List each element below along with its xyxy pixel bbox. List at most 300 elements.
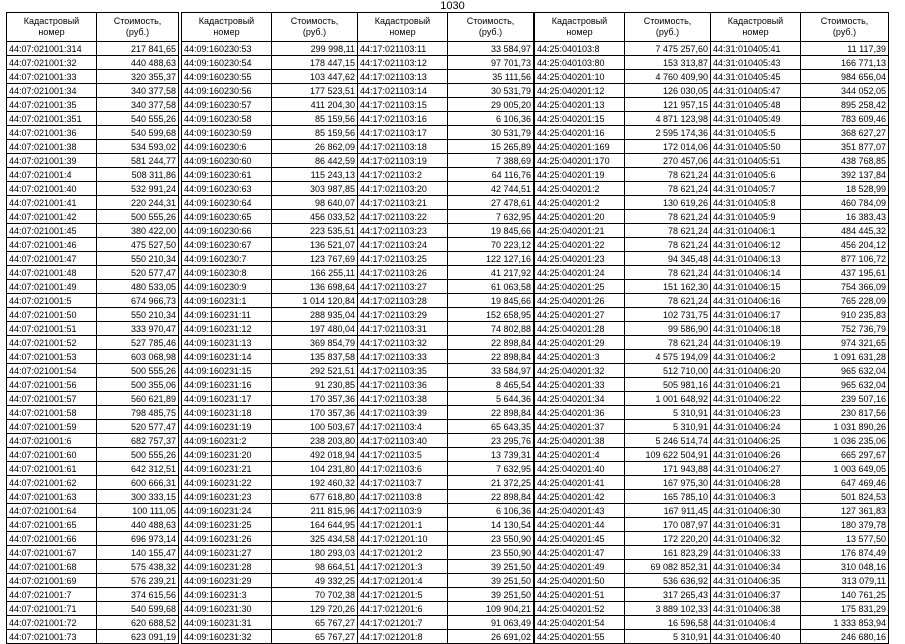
table-row bbox=[7, 84, 179, 98]
cadastral-number-cell: 44:31:010406:25 bbox=[711, 434, 801, 448]
cost-cell: 97 701,73 bbox=[448, 56, 534, 70]
cadastral-number-cell: 44:09:160231:12 bbox=[182, 322, 272, 336]
cadastral-number-cell: 44:25:040201:2 bbox=[535, 182, 625, 196]
cost-cell: 172 220,20 bbox=[625, 532, 711, 546]
cadastral-number-cell: 44:31:010406:31 bbox=[711, 518, 801, 532]
cadastral-table-2 bbox=[181, 12, 358, 644]
table-row bbox=[711, 210, 889, 224]
cost-cell: 4 760 409,90 bbox=[625, 70, 711, 84]
cost-cell: 230 817,56 bbox=[801, 406, 889, 420]
cost-cell: 78 621,24 bbox=[625, 336, 711, 350]
table-row bbox=[182, 434, 358, 448]
cost-cell: 965 632,04 bbox=[801, 378, 889, 392]
cost-cell: 166 255,11 bbox=[272, 266, 358, 280]
cadastral-number-cell: 44:17:021201:1 bbox=[358, 518, 448, 532]
cost-cell: 39 251,50 bbox=[448, 574, 534, 588]
cadastral-number-cell: 44:07:021001:52 bbox=[7, 336, 97, 350]
cadastral-number-cell: 44:31:010406:1 bbox=[711, 224, 801, 238]
cadastral-number-cell: 44:17:021103:28 bbox=[358, 294, 448, 308]
cost-cell: 1 001 648,92 bbox=[625, 392, 711, 406]
cadastral-number-cell: 44:31:010405:50 bbox=[711, 140, 801, 154]
cadastral-number-cell: 44:31:010406:26 bbox=[711, 448, 801, 462]
cost-cell: 172 014,06 bbox=[625, 140, 711, 154]
cadastral-number-cell: 44:09:160230:58 bbox=[182, 112, 272, 126]
cost-cell: 140 155,47 bbox=[97, 546, 179, 560]
cost-cell: 7 632,95 bbox=[448, 210, 534, 224]
header-line: (руб.) bbox=[302, 27, 327, 37]
cadastral-number-cell: 44:25:040201:21 bbox=[535, 224, 625, 238]
table-row bbox=[535, 434, 711, 448]
cost-cell: 91 230,85 bbox=[272, 378, 358, 392]
cost-cell: 129 720,26 bbox=[272, 602, 358, 616]
table-row bbox=[182, 182, 358, 196]
cadastral-number-cell: 44:07:021001:64 bbox=[7, 504, 97, 518]
cost-cell: 500 555,26 bbox=[97, 364, 179, 378]
cost-cell: 620 688,52 bbox=[97, 616, 179, 630]
table-row bbox=[7, 294, 179, 308]
cost-cell: 211 815,96 bbox=[272, 504, 358, 518]
cadastral-number-cell: 44:17:021103:9 bbox=[358, 504, 448, 518]
table-row bbox=[711, 350, 889, 364]
cadastral-number-cell: 44:09:160231:26 bbox=[182, 532, 272, 546]
cadastral-number-cell: 44:07:021001:66 bbox=[7, 532, 97, 546]
cadastral-number-cell: 44:25:040201:55 bbox=[535, 630, 625, 644]
cost-cell: 175 831,29 bbox=[801, 602, 889, 616]
table-row bbox=[535, 602, 711, 616]
cost-cell: 2 595 174,36 bbox=[625, 126, 711, 140]
table-row bbox=[711, 294, 889, 308]
cost-cell: 532 991,24 bbox=[97, 182, 179, 196]
cost-cell: 344 052,05 bbox=[801, 84, 889, 98]
table-row bbox=[711, 266, 889, 280]
table-row bbox=[711, 518, 889, 532]
table-row bbox=[535, 518, 711, 532]
cadastral-number-cell: 44:07:021001:57 bbox=[7, 392, 97, 406]
cadastral-number-cell: 44:31:010406:32 bbox=[711, 532, 801, 546]
table-row bbox=[7, 154, 179, 168]
cadastral-number-cell: 44:09:160230:57 bbox=[182, 98, 272, 112]
header-line: Стоимость, bbox=[643, 16, 692, 26]
cadastral-number-cell: 44:31:010406:17 bbox=[711, 308, 801, 322]
cadastral-number-cell: 44:09:160230:66 bbox=[182, 224, 272, 238]
cost-cell: 21 372,25 bbox=[448, 476, 534, 490]
cadastral-number-cell: 44:17:021103:29 bbox=[358, 308, 448, 322]
cadastral-number-cell: 44:17:021103:13 bbox=[358, 70, 448, 84]
table-row bbox=[711, 98, 889, 112]
cost-cell: 167 911,45 bbox=[625, 504, 711, 518]
cost-cell: 39 251,50 bbox=[448, 560, 534, 574]
cadastral-number-cell: 44:07:021001:69 bbox=[7, 574, 97, 588]
table-row bbox=[535, 448, 711, 462]
table-row bbox=[7, 392, 179, 406]
table-row bbox=[7, 518, 179, 532]
table-row bbox=[535, 588, 711, 602]
cadastral-number-cell: 44:07:021001:4 bbox=[7, 168, 97, 182]
cadastral-number-cell: 44:07:021001:67 bbox=[7, 546, 97, 560]
cadastral-number-cell: 44:17:021201:5 bbox=[358, 588, 448, 602]
table-row bbox=[358, 434, 534, 448]
cost-cell: 42 744,51 bbox=[448, 182, 534, 196]
table-row bbox=[182, 322, 358, 336]
cadastral-number-cell: 44:17:021201:6 bbox=[358, 602, 448, 616]
table-row bbox=[358, 574, 534, 588]
table-row bbox=[358, 196, 534, 210]
table-row bbox=[358, 406, 534, 420]
cadastral-number-cell: 44:25:040201:34 bbox=[535, 392, 625, 406]
cost-cell: 5 310,91 bbox=[625, 420, 711, 434]
cost-cell: 239 507,16 bbox=[801, 392, 889, 406]
cost-cell: 369 854,79 bbox=[272, 336, 358, 350]
header-line: номер bbox=[38, 27, 65, 37]
cadastral-number-cell: 44:25:040201:38 bbox=[535, 434, 625, 448]
cadastral-number-cell: 44:17:021103:27 bbox=[358, 280, 448, 294]
table-row bbox=[711, 112, 889, 126]
table-row bbox=[182, 98, 358, 112]
table-row bbox=[358, 140, 534, 154]
table-row bbox=[358, 392, 534, 406]
cost-cell: 14 130,54 bbox=[448, 518, 534, 532]
table-row bbox=[182, 112, 358, 126]
table-row bbox=[535, 56, 711, 70]
cadastral-number-cell: 44:07:021001:34 bbox=[7, 84, 97, 98]
cadastral-number-cell: 44:17:021103:20 bbox=[358, 182, 448, 196]
cadastral-number-cell: 44:25:040103:80 bbox=[535, 56, 625, 70]
table-row bbox=[358, 238, 534, 252]
cadastral-number-cell: 44:17:021103:2 bbox=[358, 168, 448, 182]
table-row bbox=[711, 168, 889, 182]
header-cost bbox=[448, 13, 534, 42]
table-row bbox=[358, 532, 534, 546]
cost-cell: 64 116,76 bbox=[448, 168, 534, 182]
cadastral-number-cell: 44:17:021103:12 bbox=[358, 56, 448, 70]
cost-cell: 78 621,24 bbox=[625, 224, 711, 238]
table-row bbox=[7, 224, 179, 238]
cadastral-number-cell: 44:31:010405:45 bbox=[711, 70, 801, 84]
table-row bbox=[7, 126, 179, 140]
table-row bbox=[358, 378, 534, 392]
table-row bbox=[711, 336, 889, 350]
cadastral-number-cell: 44:17:021103:23 bbox=[358, 224, 448, 238]
cadastral-table-1 bbox=[6, 12, 179, 644]
table-row bbox=[711, 238, 889, 252]
cadastral-number-cell: 44:09:160231:18 bbox=[182, 406, 272, 420]
cost-cell: 74 802,88 bbox=[448, 322, 534, 336]
cadastral-number-cell: 44:25:040201:52 bbox=[535, 602, 625, 616]
table-row bbox=[711, 490, 889, 504]
cost-cell: 65 767,27 bbox=[272, 630, 358, 644]
cost-cell: 166 771,13 bbox=[801, 56, 889, 70]
cadastral-number-cell: 44:09:160230:64 bbox=[182, 196, 272, 210]
table-row bbox=[535, 126, 711, 140]
header-line: (руб.) bbox=[655, 27, 680, 37]
table-row bbox=[535, 406, 711, 420]
cost-cell: 152 658,95 bbox=[448, 308, 534, 322]
cost-cell: 78 621,24 bbox=[625, 182, 711, 196]
cost-cell: 102 731,75 bbox=[625, 308, 711, 322]
cadastral-number-cell: 44:09:160231:14 bbox=[182, 350, 272, 364]
cost-cell: 26 862,09 bbox=[272, 140, 358, 154]
table-row bbox=[182, 224, 358, 238]
table-row bbox=[358, 98, 534, 112]
cost-cell: 6 106,36 bbox=[448, 112, 534, 126]
cost-cell: 3 889 102,33 bbox=[625, 602, 711, 616]
cadastral-number-cell: 44:17:021201:2 bbox=[358, 546, 448, 560]
cadastral-number-cell: 44:25:040201:44 bbox=[535, 518, 625, 532]
cadastral-number-cell: 44:25:040201:169 bbox=[535, 140, 625, 154]
cadastral-number-cell: 44:07:021001:39 bbox=[7, 154, 97, 168]
cost-cell: 965 632,04 bbox=[801, 364, 889, 378]
cadastral-number-cell: 44:25:040201:22 bbox=[535, 238, 625, 252]
cadastral-number-cell: 44:17:021103:4 bbox=[358, 420, 448, 434]
cost-cell: 7 475 257,60 bbox=[625, 42, 711, 56]
cadastral-number-cell: 44:25:040201:25 bbox=[535, 280, 625, 294]
table-row bbox=[182, 238, 358, 252]
cadastral-number-cell: 44:07:021001:48 bbox=[7, 266, 97, 280]
cadastral-number-cell: 44:31:010406:12 bbox=[711, 238, 801, 252]
cadastral-number-cell: 44:09:160231:32 bbox=[182, 630, 272, 644]
cost-cell: 527 785,46 bbox=[97, 336, 179, 350]
cadastral-number-cell: 44:25:040201:19 bbox=[535, 168, 625, 182]
cadastral-number-cell: 44:31:010406:33 bbox=[711, 546, 801, 560]
table-row bbox=[182, 154, 358, 168]
cost-cell: 61 063,58 bbox=[448, 280, 534, 294]
cadastral-number-cell: 44:07:021001:53 bbox=[7, 350, 97, 364]
header-line: Стоимость, bbox=[820, 16, 869, 26]
table-row bbox=[7, 462, 179, 476]
cadastral-number-cell: 44:17:021103:40 bbox=[358, 434, 448, 448]
cost-cell: 368 627,27 bbox=[801, 126, 889, 140]
table-row bbox=[358, 154, 534, 168]
cadastral-number-cell: 44:09:160230:67 bbox=[182, 238, 272, 252]
cadastral-number-cell: 44:09:160231:2 bbox=[182, 434, 272, 448]
table-row bbox=[7, 70, 179, 84]
cost-cell: 170 357,36 bbox=[272, 406, 358, 420]
cost-cell: 1 014 120,84 bbox=[272, 294, 358, 308]
table-row bbox=[535, 322, 711, 336]
table-row bbox=[7, 280, 179, 294]
cadastral-number-cell: 44:31:010406:35 bbox=[711, 574, 801, 588]
table-row bbox=[7, 630, 179, 644]
table-row bbox=[358, 112, 534, 126]
cadastral-number-cell: 44:25:040201:16 bbox=[535, 126, 625, 140]
cost-cell: 85 159,56 bbox=[272, 126, 358, 140]
table-row bbox=[182, 476, 358, 490]
cadastral-number-cell: 44:07:021001:60 bbox=[7, 448, 97, 462]
table-row bbox=[7, 378, 179, 392]
table-row bbox=[7, 602, 179, 616]
cost-cell: 500 355,06 bbox=[97, 378, 179, 392]
cadastral-number-cell: 44:25:040201:2 bbox=[535, 196, 625, 210]
cost-cell: 177 523,51 bbox=[272, 84, 358, 98]
table-row bbox=[535, 140, 711, 154]
cadastral-number-cell: 44:25:040201:32 bbox=[535, 364, 625, 378]
cadastral-number-cell: 44:31:010406:34 bbox=[711, 560, 801, 574]
cadastral-number-cell: 44:09:160231:21 bbox=[182, 462, 272, 476]
cadastral-number-cell: 44:25:040201:37 bbox=[535, 420, 625, 434]
cost-cell: 39 251,50 bbox=[448, 588, 534, 602]
cadastral-number-cell: 44:17:021103:31 bbox=[358, 322, 448, 336]
cadastral-number-cell: 44:31:010405:6 bbox=[711, 168, 801, 182]
cost-cell: 246 680,16 bbox=[801, 630, 889, 644]
cadastral-number-cell: 44:31:010405:51 bbox=[711, 154, 801, 168]
cost-cell: 674 966,73 bbox=[97, 294, 179, 308]
cadastral-number-cell: 44:07:021001:73 bbox=[7, 630, 97, 644]
cadastral-number-cell: 44:09:160231:29 bbox=[182, 574, 272, 588]
cost-cell: 16 383,43 bbox=[801, 210, 889, 224]
table-row bbox=[358, 462, 534, 476]
cadastral-number-cell: 44:09:160231:15 bbox=[182, 364, 272, 378]
header-line: номер bbox=[742, 27, 769, 37]
cost-cell: 600 666,31 bbox=[97, 476, 179, 490]
cadastral-number-cell: 44:31:010406:13 bbox=[711, 252, 801, 266]
table-row bbox=[358, 602, 534, 616]
table-row bbox=[358, 308, 534, 322]
header-line: номер bbox=[389, 27, 416, 37]
table-row bbox=[535, 350, 711, 364]
cadastral-number-cell: 44:09:160230:54 bbox=[182, 56, 272, 70]
cost-cell: 540 599,68 bbox=[97, 126, 179, 140]
table-row bbox=[711, 434, 889, 448]
cost-cell: 19 845,66 bbox=[448, 224, 534, 238]
table-row bbox=[535, 560, 711, 574]
cost-cell: 333 970,47 bbox=[97, 322, 179, 336]
table-row bbox=[182, 420, 358, 434]
cost-cell: 98 664,51 bbox=[272, 560, 358, 574]
cadastral-number-cell: 44:25:040201:43 bbox=[535, 504, 625, 518]
cadastral-number-cell: 44:31:010406:37 bbox=[711, 588, 801, 602]
cadastral-number-cell: 44:17:021103:35 bbox=[358, 364, 448, 378]
cadastral-number-cell: 44:17:021103:7 bbox=[358, 476, 448, 490]
cost-cell: 123 767,69 bbox=[272, 252, 358, 266]
table-row bbox=[182, 378, 358, 392]
cadastral-number-cell: 44:17:021103:17 bbox=[358, 126, 448, 140]
cost-cell: 65 643,35 bbox=[448, 420, 534, 434]
cost-cell: 30 531,79 bbox=[448, 126, 534, 140]
table-row bbox=[7, 448, 179, 462]
table-row bbox=[358, 448, 534, 462]
cost-cell: 647 469,46 bbox=[801, 476, 889, 490]
cadastral-number-cell: 44:07:021001:33 bbox=[7, 70, 97, 84]
header-cadastral-number bbox=[182, 13, 272, 42]
table-row bbox=[711, 182, 889, 196]
cadastral-number-cell: 44:25:040201:23 bbox=[535, 252, 625, 266]
cadastral-number-cell: 44:17:021201:4 bbox=[358, 574, 448, 588]
table-row bbox=[182, 616, 358, 630]
cadastral-table-4 bbox=[534, 12, 711, 644]
table-row bbox=[535, 294, 711, 308]
table-row bbox=[182, 364, 358, 378]
header-line: Кадастровый bbox=[374, 16, 431, 26]
table-row bbox=[358, 126, 534, 140]
cadastral-number-cell: 44:09:160231:20 bbox=[182, 448, 272, 462]
table-row bbox=[7, 196, 179, 210]
cadastral-number-cell: 44:09:160231:13 bbox=[182, 336, 272, 350]
cadastral-number-cell: 44:25:040201:20 bbox=[535, 210, 625, 224]
table-row bbox=[182, 294, 358, 308]
header-line: Стоимость, bbox=[113, 16, 162, 26]
cadastral-number-cell: 44:17:021103:22 bbox=[358, 210, 448, 224]
cadastral-number-cell: 44:09:160230:61 bbox=[182, 168, 272, 182]
cost-cell: 752 736,79 bbox=[801, 322, 889, 336]
cost-cell: 765 228,09 bbox=[801, 294, 889, 308]
cost-cell: 115 243,13 bbox=[272, 168, 358, 182]
table-row bbox=[182, 280, 358, 294]
cost-cell: 7 388,69 bbox=[448, 154, 534, 168]
table-row bbox=[7, 532, 179, 546]
cadastral-number-cell: 44:31:010406:24 bbox=[711, 420, 801, 434]
header-cadastral-number bbox=[358, 13, 448, 42]
table-row bbox=[182, 504, 358, 518]
table-row bbox=[182, 308, 358, 322]
cost-cell: 603 068,98 bbox=[97, 350, 179, 364]
cadastral-number-cell: 44:31:010406:28 bbox=[711, 476, 801, 490]
cadastral-number-cell: 44:31:010405:8 bbox=[711, 196, 801, 210]
cost-cell: 437 195,61 bbox=[801, 266, 889, 280]
table-row bbox=[711, 392, 889, 406]
cost-cell: 270 457,06 bbox=[625, 154, 711, 168]
cost-cell: 164 644,95 bbox=[272, 518, 358, 532]
cost-cell: 500 555,26 bbox=[97, 210, 179, 224]
cadastral-number-cell: 44:07:021001:32 bbox=[7, 56, 97, 70]
cadastral-number-cell: 44:09:160230:9 bbox=[182, 280, 272, 294]
cost-cell: 41 217,92 bbox=[448, 266, 534, 280]
cost-cell: 30 531,79 bbox=[448, 84, 534, 98]
header-line: Кадастровый bbox=[551, 16, 608, 26]
cadastral-number-cell: 44:07:021001:72 bbox=[7, 616, 97, 630]
cadastral-number-cell: 44:07:021001:41 bbox=[7, 196, 97, 210]
cost-cell: 220 244,31 bbox=[97, 196, 179, 210]
cadastral-number-cell: 44:07:021001:7 bbox=[7, 588, 97, 602]
table-row bbox=[358, 518, 534, 532]
header-line: Стоимость, bbox=[290, 16, 339, 26]
cost-cell: 130 619,26 bbox=[625, 196, 711, 210]
table-row bbox=[182, 448, 358, 462]
cost-cell: 109 904,21 bbox=[448, 602, 534, 616]
cadastral-number-cell: 44:25:040201:54 bbox=[535, 616, 625, 630]
table-row bbox=[711, 196, 889, 210]
header-line: (руб.) bbox=[478, 27, 503, 37]
table-row bbox=[7, 504, 179, 518]
cost-cell: 94 345,48 bbox=[625, 252, 711, 266]
cadastral-number-cell: 44:09:160230:60 bbox=[182, 154, 272, 168]
cost-cell: 484 445,32 bbox=[801, 224, 889, 238]
cost-cell: 22 898,84 bbox=[448, 336, 534, 350]
table-row bbox=[711, 504, 889, 518]
cadastral-number-cell: 44:31:010406:4 bbox=[711, 616, 801, 630]
cost-cell: 161 823,29 bbox=[625, 546, 711, 560]
cost-cell: 492 018,94 bbox=[272, 448, 358, 462]
cost-cell: 135 837,58 bbox=[272, 350, 358, 364]
cost-cell: 65 767,27 bbox=[272, 616, 358, 630]
page-number: 1030 bbox=[440, 0, 465, 12]
cadastral-number-cell: 44:07:021001:71 bbox=[7, 602, 97, 616]
table-row bbox=[7, 238, 179, 252]
table-row bbox=[711, 322, 889, 336]
table-row bbox=[711, 126, 889, 140]
table-row bbox=[358, 364, 534, 378]
cost-cell: 15 265,89 bbox=[448, 140, 534, 154]
table-row bbox=[535, 238, 711, 252]
table-row bbox=[7, 546, 179, 560]
table-row bbox=[711, 546, 889, 560]
cost-cell: 576 239,21 bbox=[97, 574, 179, 588]
header-cadastral-number bbox=[711, 13, 801, 42]
cost-cell: 754 366,09 bbox=[801, 280, 889, 294]
cadastral-number-cell: 44:09:160231:22 bbox=[182, 476, 272, 490]
table-row bbox=[358, 252, 534, 266]
cost-cell: 78 621,24 bbox=[625, 168, 711, 182]
table-row bbox=[358, 70, 534, 84]
